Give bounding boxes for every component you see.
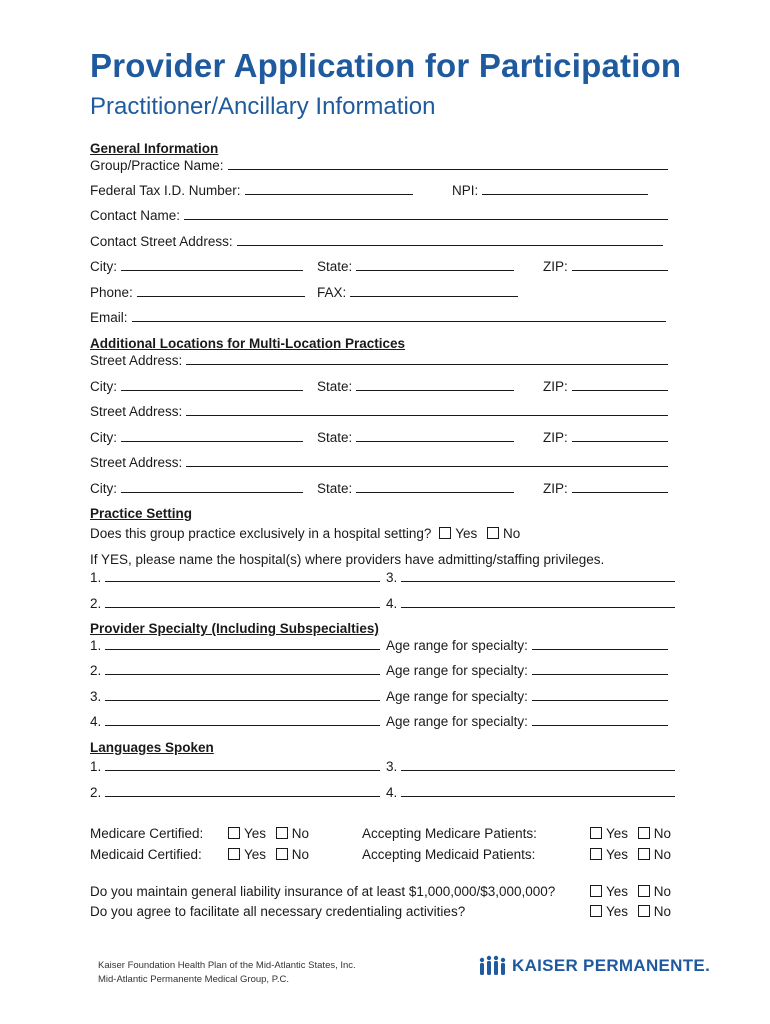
yes-checkbox[interactable] [590,885,602,897]
contact-street-field[interactable] [237,234,663,246]
age-range-row-3 [386,689,668,704]
age-range-1-field[interactable] [532,638,668,650]
specialty-row-2 [90,663,380,678]
hospital-row-1 [90,570,380,585]
age-range-label: Age range for specialty: [386,689,528,704]
practice-setting-heading: Practice Setting [90,506,193,521]
item-number: 3. [386,570,398,585]
zip-field[interactable] [572,259,668,271]
hospital-setting-row [90,526,520,541]
street-field[interactable] [186,455,668,467]
logo-figures-icon [478,955,508,977]
group-name-field[interactable] [228,158,668,170]
zip-label: ZIP: [543,379,568,394]
contact-state-row [317,259,514,274]
street-field[interactable] [186,404,668,416]
item-number: 1. [90,570,102,585]
accepting-medicaid-options [590,847,671,862]
zip-field[interactable] [572,481,668,493]
location-3-zip-row [543,481,668,496]
city-label: City: [90,259,117,274]
state-field[interactable] [356,379,514,391]
state-label: State: [317,259,353,274]
no-checkbox[interactable] [276,848,288,860]
item-number: 2. [90,596,102,611]
age-range-4-field[interactable] [532,714,668,726]
accepting-medicare-options [590,826,671,841]
location-1-street-row [90,353,668,368]
age-range-3-field[interactable] [532,689,668,701]
city-label: City: [90,379,117,394]
fax-row [317,285,518,300]
yes-checkbox[interactable] [590,827,602,839]
accepting-medicaid-label: Accepting Medicaid Patients: [362,847,536,862]
street-label: Street Address: [90,455,183,470]
yes-label: Yes [606,826,629,841]
zip-field[interactable] [572,430,668,442]
specialty-4-field[interactable] [105,714,380,726]
zip-field[interactable] [572,379,668,391]
medicare-certified-label: Medicare Certified: [90,826,204,841]
yes-label: Yes [606,884,629,899]
no-checkbox[interactable] [276,827,288,839]
no-label: No [503,526,521,541]
state-field[interactable] [356,481,514,493]
yes-checkbox[interactable] [228,827,240,839]
state-field[interactable] [356,259,514,271]
if-yes-instruction: If YES, please name the hospital(s) where providers have admitting/staffing privileges. [90,552,605,567]
age-range-2-field[interactable] [532,663,668,675]
language-1-field[interactable] [105,759,380,771]
zip-label: ZIP: [543,430,568,445]
location-2-zip-row [543,430,668,445]
yes-checkbox[interactable] [590,905,602,917]
email-label: Email: [90,310,128,325]
email-field[interactable] [132,310,666,322]
contact-street-row [90,234,663,249]
age-range-label: Age range for specialty: [386,638,528,653]
npi-row [452,183,648,198]
item-number: 2. [90,785,102,800]
footer-line-2: Mid-Atlantic Permanente Medical Group, P.C. [98,974,289,985]
contact-name-label: Contact Name: [90,208,181,223]
yes-label: Yes [606,847,629,862]
group-name-label: Group/Practice Name: [90,158,224,173]
tax-id-field[interactable] [245,183,413,195]
additional-locations-heading: Additional Locations for Multi-Location Practices [90,336,406,351]
state-label: State: [317,481,353,496]
yes-checkbox[interactable] [439,527,451,539]
state-label: State: [317,379,353,394]
no-label: No [653,847,672,862]
specialty-row-1 [90,638,380,653]
general-information-heading: General Information [90,141,219,156]
age-range-row-1 [386,638,668,653]
location-3-city-row [90,481,303,496]
medicare-certified-options [228,826,309,841]
item-number: 4. [386,596,398,611]
language-row-2 [90,785,380,800]
tax-id-label: Federal Tax I.D. Number: [90,183,241,198]
language-row-3 [386,759,675,774]
group-name-row [90,158,668,173]
no-checkbox[interactable] [638,848,650,860]
phone-label: Phone: [90,285,133,300]
contact-city-row [90,259,303,274]
zip-label: ZIP: [543,259,568,274]
yes-label: Yes [455,526,478,541]
street-label: Street Address: [90,353,183,368]
specialty-3-field[interactable] [105,689,380,701]
city-field[interactable] [121,379,303,391]
credentialing-question: Do you agree to facilitate all necessary credentialing activities? [90,904,466,919]
languages-spoken-heading: Languages Spoken [90,740,214,755]
npi-label: NPI: [452,183,479,198]
location-3-street-row [90,455,668,470]
hospital-1-field[interactable] [105,570,380,582]
state-label: State: [317,430,353,445]
location-1-zip-row [543,379,668,394]
age-range-row-4 [386,714,668,729]
no-checkbox[interactable] [638,827,650,839]
no-label: No [653,884,672,899]
liability-question: Do you maintain general liability insurance of at least $1,000,000/$3,000,000? [90,884,556,899]
language-2-field[interactable] [105,785,380,797]
hospital-row-4 [386,596,675,611]
city-label: City: [90,481,117,496]
language-4-field[interactable] [401,785,675,797]
hospital-4-field[interactable] [401,596,675,608]
hospital-row-2 [90,596,380,611]
yes-label: Yes [606,904,629,919]
email-row [90,310,666,325]
phone-row [90,285,305,300]
street-field[interactable] [186,353,668,365]
location-3-state-row [317,481,514,496]
specialty-row-4 [90,714,380,729]
specialty-2-field[interactable] [105,663,380,675]
city-field[interactable] [121,481,303,493]
street-label: Street Address: [90,404,183,419]
no-label: No [291,847,310,862]
fax-field[interactable] [350,285,518,297]
zip-label: ZIP: [543,481,568,496]
city-field[interactable] [121,430,303,442]
kaiser-permanente-logo [478,955,710,977]
yes-label: Yes [244,826,267,841]
age-range-label: Age range for specialty: [386,714,528,729]
no-checkbox[interactable] [638,885,650,897]
hospital-2-field[interactable] [105,596,380,608]
yes-checkbox[interactable] [590,848,602,860]
contact-name-field[interactable] [184,208,668,220]
item-number: 1. [90,759,102,774]
specialty-1-field[interactable] [105,638,380,650]
contact-zip-row [543,259,668,274]
age-range-label: Age range for specialty: [386,663,528,678]
language-row-4 [386,785,675,800]
item-number: 3. [386,759,398,774]
item-number: 2. [90,663,102,678]
fax-label: FAX: [317,285,347,300]
language-row-1 [90,759,380,774]
provider-specialty-heading: Provider Specialty (Including Subspecialties) [90,621,379,636]
no-label: No [291,826,310,841]
page-title: Provider Application for Participation [90,47,682,84]
item-number: 4. [90,714,102,729]
contact-name-row [90,208,668,223]
hospital-3-field[interactable] [401,570,675,582]
medicaid-certified-options [228,847,309,862]
location-1-state-row [317,379,514,394]
location-2-city-row [90,430,303,445]
logo-text: KAISER PERMANENTE. [512,956,711,975]
npi-field[interactable] [482,183,648,195]
location-2-state-row [317,430,514,445]
hospital-setting-question: Does this group practice exclusively in a hospital setting? [90,526,432,541]
specialty-row-3 [90,689,380,704]
contact-street-label: Contact Street Address: [90,234,233,249]
no-checkbox[interactable] [487,527,499,539]
accepting-medicare-label: Accepting Medicare Patients: [362,826,537,841]
yes-label: Yes [244,847,267,862]
language-3-field[interactable] [401,759,675,771]
no-checkbox[interactable] [638,905,650,917]
hospital-row-3 [386,570,675,585]
item-number: 3. [90,689,102,704]
city-field[interactable] [121,259,303,271]
page-subtitle: Practitioner/Ancillary Information [90,93,436,120]
city-label: City: [90,430,117,445]
liability-options [590,884,671,899]
phone-field[interactable] [137,285,305,297]
yes-checkbox[interactable] [228,848,240,860]
no-label: No [653,826,672,841]
location-2-street-row [90,404,668,419]
tax-id-row [90,183,413,198]
state-field[interactable] [356,430,514,442]
item-number: 1. [90,638,102,653]
medicaid-certified-label: Medicaid Certified: [90,847,202,862]
item-number: 4. [386,785,398,800]
no-label: No [653,904,672,919]
footer-line-1: Kaiser Foundation Health Plan of the Mid-Atlantic States, Inc. [98,960,356,971]
age-range-row-2 [386,663,668,678]
location-1-city-row [90,379,303,394]
credentialing-options [590,904,671,919]
